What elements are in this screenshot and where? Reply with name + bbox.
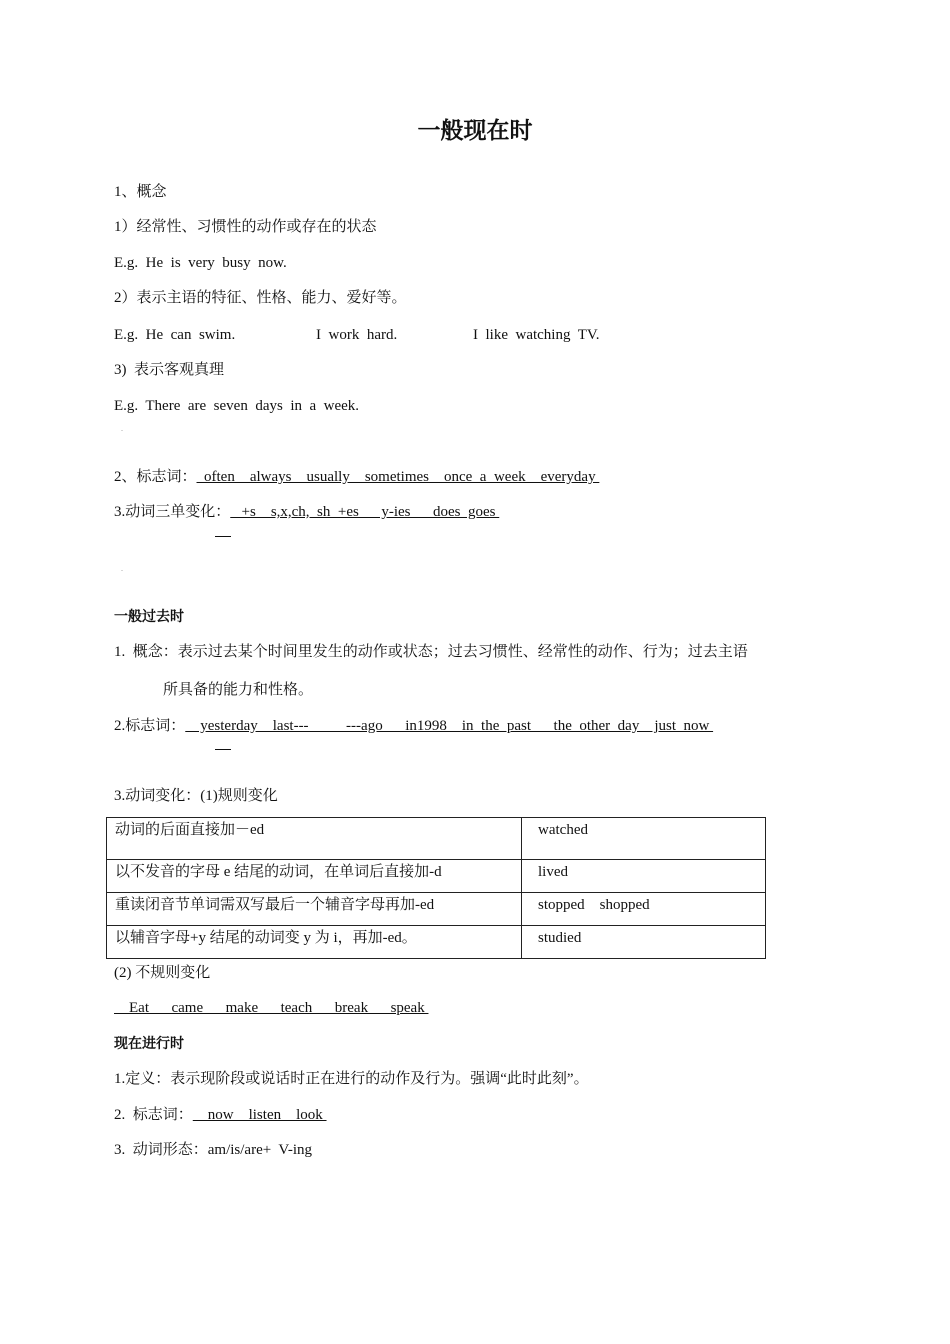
- present-signal-words: often always usually sometimes once a week everyday: [196, 469, 600, 485]
- progressive-signal-line: [114, 1105, 327, 1125]
- irregular-line: [114, 998, 428, 1018]
- progressive-signal-words: now listen look: [192, 1107, 327, 1123]
- past-signal-label: 2.标志词：: [114, 718, 186, 734]
- progressive-signal-label: 2. 标志词：: [114, 1107, 193, 1123]
- past-definition-2: 所具备的能力和性格。: [163, 682, 314, 698]
- present-signal-label: 2、标志词：: [114, 469, 197, 485]
- example-cell: lived: [522, 860, 766, 893]
- example-cell: watched: [522, 818, 766, 860]
- irregular-words: Eat came make teach break speak: [114, 1000, 429, 1016]
- present-signal-line: [114, 467, 599, 487]
- past-heading: 一般过去时: [114, 609, 184, 625]
- present-verb-label: 3.动词三单变化：: [114, 504, 231, 520]
- present-example-2a: E.g. He can swim.: [114, 327, 236, 343]
- progressive-heading: 现在进行时: [114, 1036, 184, 1052]
- paragraph-mark: .: [121, 564, 123, 573]
- blank-line: [215, 536, 231, 537]
- progressive-form: 3. 动词形态：am/is/are+ V-ing: [114, 1142, 313, 1158]
- present-example-3: E.g. There are seven days in a week.: [114, 398, 360, 414]
- page-title: 一般现在时: [417, 118, 533, 144]
- table-row: [107, 818, 766, 860]
- table-row: [107, 860, 766, 893]
- example-cell: stopped shopped: [522, 893, 766, 926]
- table-row: [107, 893, 766, 926]
- present-example-2c: I like watching TV.: [473, 327, 600, 343]
- example-cell: studied: [522, 926, 766, 959]
- present-example-2b: I work hard.: [316, 327, 398, 343]
- present-point-3: 3) 表示客观真理: [114, 362, 224, 378]
- irregular-label: (2) 不规则变化: [114, 965, 211, 981]
- regular-verb-table: [106, 817, 766, 959]
- rule-cell: 以不发音的字母 e 结尾的动词，在单词后直接加-d: [107, 860, 522, 893]
- past-signal-words: yesterday last--- ---ago in1998 in the past the other day just now: [185, 718, 714, 734]
- present-point-2: 2）表示主语的特征、性格、能力、爱好等。: [114, 290, 407, 306]
- present-example-1: E.g. He is very busy now.: [114, 255, 287, 271]
- section-concept-heading: 1、概念: [114, 184, 167, 200]
- table-row: [107, 926, 766, 959]
- blank-line: [215, 749, 231, 750]
- rule-cell: 动词的后面直接加－ed: [107, 818, 522, 860]
- present-verb-line: [114, 502, 499, 522]
- rule-cell: 重读闭音节单词需双写最后一个辅音字母再加-ed: [107, 893, 522, 926]
- present-verb-rules: +s s,x,ch, sh +es y-ies does goes: [230, 504, 500, 520]
- past-signal-line: [114, 716, 713, 736]
- past-definition-1: 1. 概念：表示过去某个时间里发生的动作或状态；过去习惯性、经常性的动作、行为；过去主语: [114, 644, 748, 660]
- present-point-1: 1）经常性、习惯性的动作或存在的状态: [114, 219, 377, 235]
- past-verb-label: 3.动词变化：(1)规则变化: [114, 788, 278, 804]
- paragraph-mark: .: [121, 424, 123, 433]
- rule-cell: 以辅音字母+y 结尾的动词变 y 为 i，再加-ed。: [107, 926, 522, 959]
- progressive-definition: 1.定义：表示现阶段或说话时正在进行的动作及行为。强调“此时此刻”。: [114, 1071, 589, 1087]
